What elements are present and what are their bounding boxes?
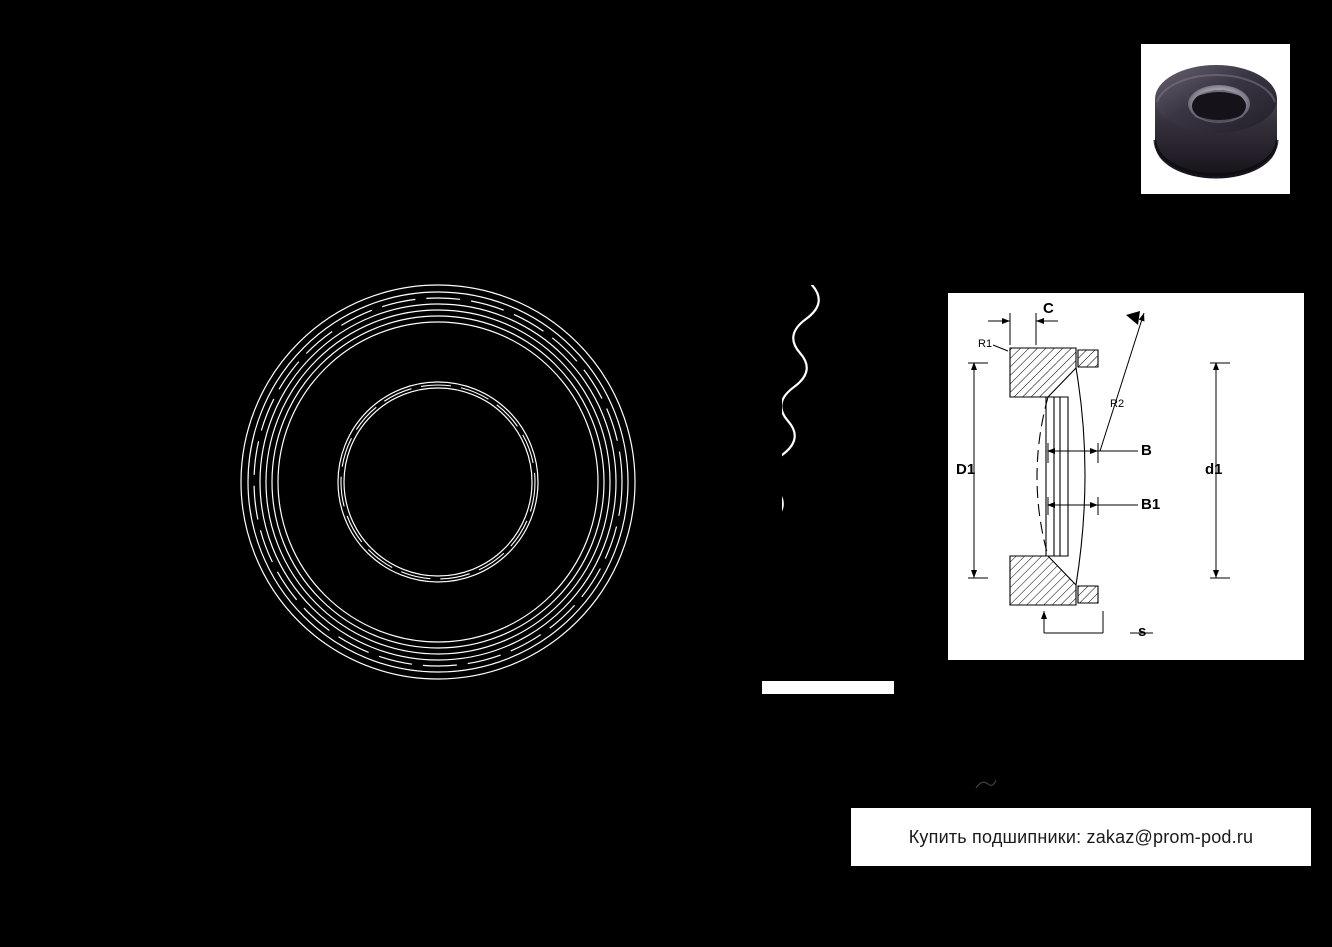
label-s: s <box>1138 623 1147 640</box>
scale-bar <box>762 681 894 694</box>
label-r2: R2 <box>1110 398 1125 410</box>
drawing-artifact <box>975 778 997 790</box>
label-b: B <box>1141 442 1152 459</box>
label-b1: B1 <box>1141 496 1161 513</box>
label-d1-inner: d1 <box>1205 461 1223 478</box>
bearing-cross-section-drawing <box>948 293 1304 660</box>
contact-banner <box>851 808 1311 866</box>
label-r1: R1 <box>978 338 993 350</box>
contact-text: Купить подшипники: zakaz@prom-pod.ru <box>908 826 1254 847</box>
spherical-roller-thrust-bearing-photo <box>1141 44 1290 194</box>
product-photo-container <box>1141 44 1290 194</box>
label-c: C <box>1043 300 1054 317</box>
bearing-front-view <box>228 272 648 692</box>
label-d1-outer: D1 <box>956 461 976 478</box>
section-break-line <box>782 285 852 665</box>
